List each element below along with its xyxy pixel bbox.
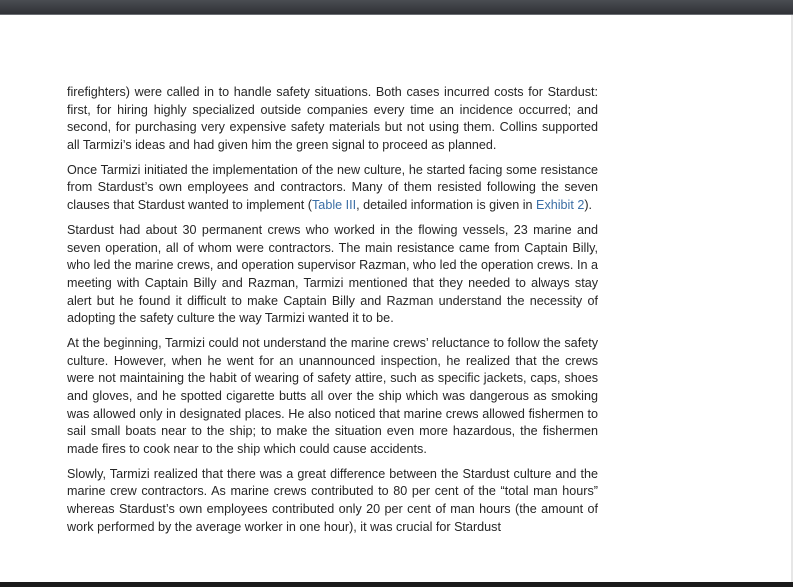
bottom-edge xyxy=(0,582,793,587)
paragraph-2-text-a: Once Tarmizi initiated the implementation of the new culture, he started facing some resistance from Stardust’s own employees and contractors. Many of them resisted following the seven clauses that Stardust wanted to implement ( xyxy=(67,162,598,213)
document-page[interactable] xyxy=(0,15,791,587)
body-text xyxy=(67,84,598,544)
viewer-toolbar xyxy=(0,0,793,15)
paragraph-2 xyxy=(67,162,598,215)
paragraph-2-text-c: ). xyxy=(584,198,593,213)
paragraph-3: Stardust had about 30 permanent crews who worked in the flowing vessels, 23 marine and seven operation, all of whom were contractors. The main resistance came from Captain Billy, who led the marine crews, and operation supervisor Razman, who led the operation crews. In a meeting with Captain Billy and Razman, Tarmizi mentioned that they needed to always stay alert but he found it difficult to make Captain Billy and Razman understand the necessity of adopting the safety culture the way Tarmizi wanted it to be. xyxy=(67,223,598,326)
table-iii-link[interactable]: Table III xyxy=(312,198,357,213)
paragraph-5: Slowly, Tarmizi realized that there was a great difference between the Stardust culture and the marine crew contractors. As marine crews contributed to 80 per cent of the “total man hours” whereas Stardust’s own employees contributed only 20 per cent of man hours (the amount of work performed by the average worker in one hour), it was crucial for Stardust xyxy=(67,466,598,534)
paragraph-1: firefighters) were called in to handle safety situations. Both cases incurred costs for Stardust: first, for hiring highly specialized outside companies every time an incidence occurred; and second, for purchasing very expensive safety materials but not using them. Collins supported all Tarmizi’s ideas and had given him the green signal to proceed as planned. xyxy=(67,85,598,152)
paragraph-2-text-b: , detailed information is given in xyxy=(356,198,537,213)
paragraph-4: At the beginning, Tarmizi could not understand the marine crews’ reluctance to follow the safety culture. However, when he went for an unannounced inspection, he realized that the crews were not maintaining the habit of wearing of safety attire, such as specific jackets, caps, shoes and gloves, and he spotted cigarette butts all over the ship which was dangerous as smoking was allowed only in designated places. He also noticed that marine crews allowed fishermen to sail small boats near to the ship; to make the situation even more hazardous, the fishermen made fires to cook near to the ship which could cause accidents. xyxy=(67,336,598,456)
exhibit-2-link[interactable]: Exhibit 2 xyxy=(536,198,585,213)
